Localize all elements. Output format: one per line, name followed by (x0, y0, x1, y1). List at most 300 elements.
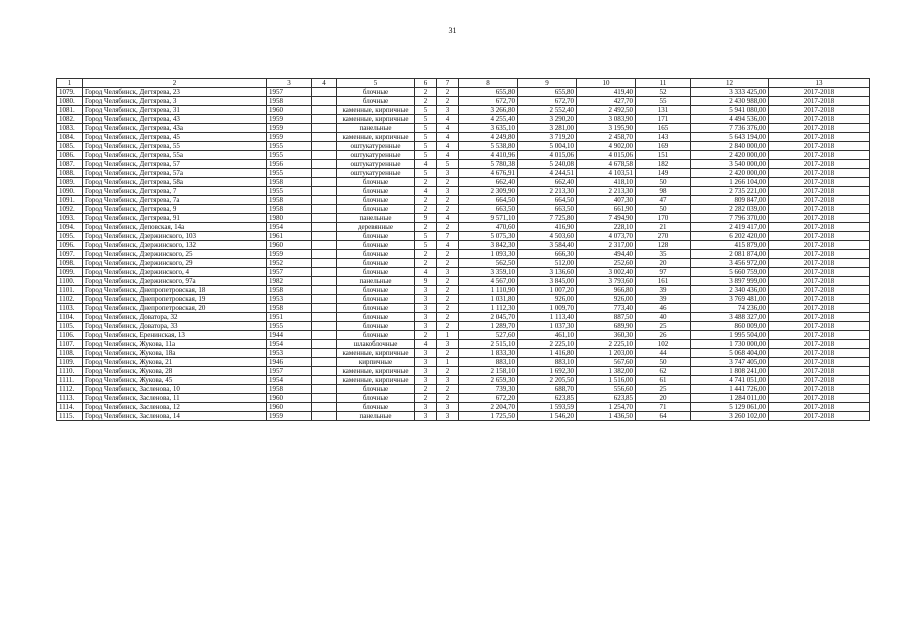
cell-entrances: 2 (437, 196, 459, 205)
cell-wall-material: оштукатуренные (337, 160, 415, 169)
cell-floors: 2 (415, 394, 437, 403)
cell-address: Город Челябинск, Засленова, 10 (83, 385, 267, 394)
cell-floors: 3 (415, 286, 437, 295)
cell-period: 2017-2018 (769, 304, 870, 313)
cell-year-built: 1959 (267, 250, 312, 259)
cell-period: 2017-2018 (769, 322, 870, 331)
cell-period: 2017-2018 (769, 295, 870, 304)
cell-cost: 74 236,00 (691, 304, 769, 313)
cell-total-area: 2 045,70 (459, 313, 518, 322)
cell-row-index: 1080. (57, 97, 83, 106)
table-row (57, 304, 870, 313)
table-row (57, 403, 870, 412)
cell-cost: 7 796 370,00 (691, 214, 769, 223)
cell-row-index: 1098. (57, 259, 83, 268)
cell-cost: 415 879,00 (691, 241, 769, 250)
table-row (57, 340, 870, 349)
table-row (57, 232, 870, 241)
cell-year-built: 1958 (267, 286, 312, 295)
table-row (57, 106, 870, 115)
cell-year-built: 1951 (267, 313, 312, 322)
cell-address: Город Челябинск, Жукова, 45 (83, 376, 267, 385)
cell-col-4 (312, 394, 337, 403)
cell-total-area: 470,60 (459, 223, 518, 232)
cell-address: Город Челябинск, Дзержинского, 4 (83, 268, 267, 277)
header-cell-3: 3 (267, 79, 312, 88)
cell-residents: 46 (636, 304, 691, 313)
cell-period: 2017-2018 (769, 169, 870, 178)
cell-entrances: 2 (437, 349, 459, 358)
cell-floors: 5 (415, 241, 437, 250)
cell-entrances: 4 (437, 115, 459, 124)
cell-period: 2017-2018 (769, 358, 870, 367)
cell-entrances: 3 (437, 340, 459, 349)
cell-total-area: 739,30 (459, 385, 518, 394)
cell-year-built: 1954 (267, 376, 312, 385)
cell-period: 2017-2018 (769, 151, 870, 160)
cell-row-index: 1112. (57, 385, 83, 394)
cell-cost: 2 340 436,00 (691, 286, 769, 295)
cell-address: Город Челябинск, Деповская, 14а (83, 223, 267, 232)
cell-residents: 39 (636, 286, 691, 295)
cell-total-area: 562,50 (459, 259, 518, 268)
cell-living-area: 4 503,60 (518, 232, 577, 241)
cell-period: 2017-2018 (769, 106, 870, 115)
cell-total-area: 1 112,30 (459, 304, 518, 313)
cell-cost: 2 735 221,00 (691, 187, 769, 196)
cell-year-built: 1960 (267, 106, 312, 115)
cell-wall-material: блочные (337, 286, 415, 295)
cell-wall-material: блочные (337, 187, 415, 196)
table-row (57, 277, 870, 286)
table-row (57, 115, 870, 124)
header-cell-8: 8 (459, 79, 518, 88)
cell-residential-area: 2 225,10 (577, 340, 636, 349)
cell-entrances: 2 (437, 88, 459, 97)
table-row (57, 97, 870, 106)
cell-cost: 5 068 404,00 (691, 349, 769, 358)
cell-cost: 3 488 327,00 (691, 313, 769, 322)
cell-cost: 5 643 194,00 (691, 133, 769, 142)
cell-entrances: 2 (437, 394, 459, 403)
cell-wall-material: каменные, кирпичные (337, 367, 415, 376)
table-row (57, 286, 870, 295)
cell-total-area: 5 780,38 (459, 160, 518, 169)
cell-year-built: 1961 (267, 232, 312, 241)
cell-floors: 9 (415, 277, 437, 286)
cell-cost: 2 430 988,00 (691, 97, 769, 106)
cell-entrances: 2 (437, 313, 459, 322)
cell-address: Город Челябинск, Жукова, 21 (83, 358, 267, 367)
cell-residential-area: 1 516,00 (577, 376, 636, 385)
cell-cost: 3 897 999,00 (691, 277, 769, 286)
cell-living-area: 416,90 (518, 223, 577, 232)
cell-residential-area: 623,85 (577, 394, 636, 403)
cell-year-built: 1960 (267, 403, 312, 412)
cell-wall-material: блочные (337, 331, 415, 340)
cell-residential-area: 2 458,70 (577, 133, 636, 142)
cell-entrances: 4 (437, 214, 459, 223)
cell-address: Город Челябинск, Дзержинского, 97а (83, 277, 267, 286)
cell-period: 2017-2018 (769, 214, 870, 223)
cell-wall-material: шлакоблочные (337, 340, 415, 349)
cell-residential-area: 4 015,06 (577, 151, 636, 160)
cell-address: Город Челябинск, Дегтярева, 45 (83, 133, 267, 142)
cell-wall-material: блочные (337, 385, 415, 394)
cell-living-area: 662,40 (518, 178, 577, 187)
cell-cost: 2 081 874,00 (691, 250, 769, 259)
cell-address: Город Челябинск, Дегтярева, 7а (83, 196, 267, 205)
cell-year-built: 1982 (267, 277, 312, 286)
table-row (57, 142, 870, 151)
cell-residential-area: 887,50 (577, 313, 636, 322)
table-row (57, 241, 870, 250)
cell-residents: 143 (636, 133, 691, 142)
cell-cost: 2 840 000,00 (691, 142, 769, 151)
table-row (57, 223, 870, 232)
cell-address: Город Челябинск, Дегтярева, 55а (83, 151, 267, 160)
cell-address: Город Челябинск, Дегтярева, 57а (83, 169, 267, 178)
cell-wall-material: панельные (337, 124, 415, 133)
cell-period: 2017-2018 (769, 223, 870, 232)
cell-residential-area: 1 382,00 (577, 367, 636, 376)
cell-residents: 170 (636, 214, 691, 223)
cell-entrances: 1 (437, 331, 459, 340)
cell-wall-material: блочные (337, 313, 415, 322)
cell-col-4 (312, 412, 337, 421)
cell-living-area: 7 725,80 (518, 214, 577, 223)
cell-wall-material: блочные (337, 403, 415, 412)
cell-total-area: 662,40 (459, 178, 518, 187)
cell-entrances: 4 (437, 151, 459, 160)
cell-year-built: 1959 (267, 133, 312, 142)
cell-residents: 44 (636, 349, 691, 358)
cell-wall-material: каменные, кирпичные (337, 133, 415, 142)
cell-residents: 40 (636, 313, 691, 322)
cell-floors: 3 (415, 412, 437, 421)
cell-period: 2017-2018 (769, 286, 870, 295)
cell-cost: 1 441 726,00 (691, 385, 769, 394)
cell-residential-area: 926,00 (577, 295, 636, 304)
cell-floors: 3 (415, 403, 437, 412)
cell-residents: 39 (636, 295, 691, 304)
cell-address: Город Челябинск, Дегтярева, 7 (83, 187, 267, 196)
cell-entrances: 4 (437, 142, 459, 151)
cell-residents: 21 (636, 223, 691, 232)
cell-address: Город Челябинск, Доватора, 33 (83, 322, 267, 331)
cell-period: 2017-2018 (769, 412, 870, 421)
table-row (57, 259, 870, 268)
cell-wall-material: блочные (337, 241, 415, 250)
cell-address: Город Челябинск, Дегтярева, 9 (83, 205, 267, 214)
cell-period: 2017-2018 (769, 376, 870, 385)
cell-col-4 (312, 313, 337, 322)
cell-living-area: 3 845,00 (518, 277, 577, 286)
cell-residential-area: 2 213,30 (577, 187, 636, 196)
cell-address: Город Челябинск, Дегтярева, 57 (83, 160, 267, 169)
cell-floors: 5 (415, 232, 437, 241)
cell-col-4 (312, 178, 337, 187)
cell-row-index: 1111. (57, 376, 83, 385)
cell-cost: 6 202 420,00 (691, 232, 769, 241)
cell-total-area: 3 842,30 (459, 241, 518, 250)
cell-wall-material: оштукатуренные (337, 169, 415, 178)
cell-address: Город Челябинск, Дегтярева, 23 (83, 88, 267, 97)
cell-cost: 1 808 241,00 (691, 367, 769, 376)
header-cell-6: 6 (415, 79, 437, 88)
cell-year-built: 1958 (267, 178, 312, 187)
cell-wall-material: каменные, кирпичные (337, 349, 415, 358)
cell-residents: 165 (636, 124, 691, 133)
cell-living-area: 2 205,50 (518, 376, 577, 385)
cell-entrances: 3 (437, 376, 459, 385)
cell-residential-area: 3 083,90 (577, 115, 636, 124)
header-cell-11: 11 (636, 79, 691, 88)
cell-year-built: 1955 (267, 187, 312, 196)
cell-row-index: 1083. (57, 124, 83, 133)
cell-col-4 (312, 331, 337, 340)
cell-wall-material: блочные (337, 178, 415, 187)
cell-address: Город Челябинск, Еренинская, 13 (83, 331, 267, 340)
cell-residents: 20 (636, 259, 691, 268)
cell-wall-material: блочные (337, 196, 415, 205)
cell-year-built: 1959 (267, 115, 312, 124)
cell-total-area: 4 676,91 (459, 169, 518, 178)
cell-residential-area: 689,90 (577, 322, 636, 331)
cell-residents: 50 (636, 358, 691, 367)
cell-period: 2017-2018 (769, 97, 870, 106)
cell-cost: 1 266 104,00 (691, 178, 769, 187)
cell-period: 2017-2018 (769, 340, 870, 349)
cell-address: Город Челябинск, Жукова, 18а (83, 349, 267, 358)
cell-living-area: 1 009,70 (518, 304, 577, 313)
header-cell-10: 10 (577, 79, 636, 88)
cell-col-4 (312, 268, 337, 277)
cell-floors: 2 (415, 331, 437, 340)
header-cell-5: 5 (337, 79, 415, 88)
cell-row-index: 1101. (57, 286, 83, 295)
cell-entrances: 4 (437, 133, 459, 142)
cell-col-4 (312, 322, 337, 331)
cell-row-index: 1115. (57, 412, 83, 421)
cell-living-area: 2 225,10 (518, 340, 577, 349)
cell-living-area: 666,30 (518, 250, 577, 259)
table-row (57, 187, 870, 196)
cell-year-built: 1957 (267, 268, 312, 277)
cell-entrances: 2 (437, 277, 459, 286)
cell-cost: 2 420 000,00 (691, 169, 769, 178)
cell-address: Город Челябинск, Дегтярева, 55 (83, 142, 267, 151)
cell-entrances: 3 (437, 403, 459, 412)
cell-col-4 (312, 295, 337, 304)
cell-year-built: 1953 (267, 295, 312, 304)
cell-wall-material: панельные (337, 214, 415, 223)
header-cell-12: 12 (691, 79, 769, 88)
cell-wall-material: блочные (337, 97, 415, 106)
cell-floors: 2 (415, 178, 437, 187)
cell-year-built: 1957 (267, 88, 312, 97)
cell-address: Город Челябинск, Дегтярева, 43а (83, 124, 267, 133)
cell-total-area: 1 725,50 (459, 412, 518, 421)
cell-row-index: 1105. (57, 322, 83, 331)
cell-living-area: 512,00 (518, 259, 577, 268)
cell-residential-area: 419,40 (577, 88, 636, 97)
table-row (57, 322, 870, 331)
cell-cost: 3 333 425,00 (691, 88, 769, 97)
cell-address: Город Челябинск, Жукова, 28 (83, 367, 267, 376)
table-row (57, 205, 870, 214)
cell-row-index: 1107. (57, 340, 83, 349)
cell-floors: 5 (415, 133, 437, 142)
table-row (57, 376, 870, 385)
cell-cost: 3 769 481,00 (691, 295, 769, 304)
cell-residential-area: 1 203,00 (577, 349, 636, 358)
cell-row-index: 1110. (57, 367, 83, 376)
cell-total-area: 655,80 (459, 88, 518, 97)
cell-floors: 3 (415, 295, 437, 304)
cell-residential-area: 567,60 (577, 358, 636, 367)
cell-wall-material: панельные (337, 277, 415, 286)
cell-year-built: 1952 (267, 259, 312, 268)
cell-cost: 1 995 504,00 (691, 331, 769, 340)
cell-residential-area: 407,30 (577, 196, 636, 205)
cell-row-index: 1085. (57, 142, 83, 151)
cell-total-area: 3 266,80 (459, 106, 518, 115)
header-row (57, 79, 870, 88)
cell-residents: 26 (636, 331, 691, 340)
cell-row-index: 1099. (57, 268, 83, 277)
cell-col-4 (312, 187, 337, 196)
cell-cost: 3 540 000,00 (691, 160, 769, 169)
cell-col-4 (312, 151, 337, 160)
cell-residents: 35 (636, 250, 691, 259)
cell-wall-material: каменные, кирпичные (337, 115, 415, 124)
cell-cost: 1 284 011,00 (691, 394, 769, 403)
cell-address: Город Челябинск, Жукова, 11а (83, 340, 267, 349)
cell-living-area: 5 004,10 (518, 142, 577, 151)
header-cell-4: 4 (312, 79, 337, 88)
cell-period: 2017-2018 (769, 394, 870, 403)
cell-wall-material: блочные (337, 205, 415, 214)
cell-living-area: 1 546,20 (518, 412, 577, 421)
cell-year-built: 1958 (267, 304, 312, 313)
cell-row-index: 1090. (57, 187, 83, 196)
cell-residential-area: 4 073,70 (577, 232, 636, 241)
cell-residents: 62 (636, 367, 691, 376)
cell-entrances: 2 (437, 295, 459, 304)
cell-residents: 64 (636, 412, 691, 421)
cell-total-area: 664,50 (459, 196, 518, 205)
cell-year-built: 1955 (267, 169, 312, 178)
cell-entrances: 2 (437, 304, 459, 313)
cell-floors: 2 (415, 205, 437, 214)
cell-total-area: 9 571,10 (459, 214, 518, 223)
cell-wall-material: оштукатуренные (337, 151, 415, 160)
cell-year-built: 1944 (267, 331, 312, 340)
cell-col-4 (312, 205, 337, 214)
cell-total-area: 3 359,10 (459, 268, 518, 277)
cell-total-area: 883,10 (459, 358, 518, 367)
cell-year-built: 1960 (267, 241, 312, 250)
cell-wall-material: деревянные (337, 223, 415, 232)
cell-col-4 (312, 223, 337, 232)
cell-floors: 5 (415, 151, 437, 160)
cell-cost: 4 741 051,00 (691, 376, 769, 385)
cell-period: 2017-2018 (769, 205, 870, 214)
cell-period: 2017-2018 (769, 142, 870, 151)
header-cell-1: 1 (57, 79, 83, 88)
cell-period: 2017-2018 (769, 367, 870, 376)
cell-cost: 7 736 376,00 (691, 124, 769, 133)
cell-floors: 3 (415, 313, 437, 322)
cell-year-built: 1957 (267, 367, 312, 376)
cell-residential-area: 418,10 (577, 178, 636, 187)
cell-cost: 5 941 080,00 (691, 106, 769, 115)
cell-floors: 4 (415, 340, 437, 349)
cell-wall-material: оштукатуренные (337, 142, 415, 151)
cell-total-area: 672,20 (459, 394, 518, 403)
cell-residential-area: 228,10 (577, 223, 636, 232)
cell-col-4 (312, 214, 337, 223)
cell-year-built: 1946 (267, 358, 312, 367)
cell-floors: 3 (415, 376, 437, 385)
cell-entrances: 3 (437, 412, 459, 421)
cell-floors: 2 (415, 196, 437, 205)
table-row (57, 160, 870, 169)
cell-floors: 3 (415, 358, 437, 367)
cell-address: Город Челябинск, Засленова, 11 (83, 394, 267, 403)
cell-row-index: 1113. (57, 394, 83, 403)
cell-total-area: 672,70 (459, 97, 518, 106)
cell-floors: 2 (415, 385, 437, 394)
cell-residents: 55 (636, 97, 691, 106)
cell-col-4 (312, 340, 337, 349)
table-row (57, 124, 870, 133)
cell-year-built: 1955 (267, 142, 312, 151)
cell-cost: 2 282 039,00 (691, 205, 769, 214)
cell-total-area: 5 538,80 (459, 142, 518, 151)
page-number: 31 (448, 26, 457, 35)
cell-period: 2017-2018 (769, 277, 870, 286)
cell-floors: 2 (415, 223, 437, 232)
cell-row-index: 1097. (57, 250, 83, 259)
cell-col-4 (312, 106, 337, 115)
housing-register-table (56, 78, 870, 421)
cell-wall-material: кирпичные (337, 358, 415, 367)
cell-residents: 71 (636, 403, 691, 412)
cell-total-area: 663,50 (459, 205, 518, 214)
cell-living-area: 655,80 (518, 88, 577, 97)
cell-col-4 (312, 259, 337, 268)
cell-entrances: 2 (437, 97, 459, 106)
cell-living-area: 2 213,30 (518, 187, 577, 196)
cell-row-index: 1114. (57, 403, 83, 412)
cell-address: Город Челябинск, Дегтярева, 3 (83, 97, 267, 106)
cell-row-index: 1092. (57, 205, 83, 214)
table-row (57, 151, 870, 160)
table-row (57, 268, 870, 277)
cell-entrances: 2 (437, 367, 459, 376)
cell-col-4 (312, 304, 337, 313)
table-row (57, 133, 870, 142)
cell-residential-area: 661,90 (577, 205, 636, 214)
cell-wall-material: блочные (337, 394, 415, 403)
cell-col-4 (312, 142, 337, 151)
cell-col-4 (312, 376, 337, 385)
cell-year-built: 1953 (267, 349, 312, 358)
cell-residential-area: 3 195,90 (577, 124, 636, 133)
cell-residents: 25 (636, 385, 691, 394)
